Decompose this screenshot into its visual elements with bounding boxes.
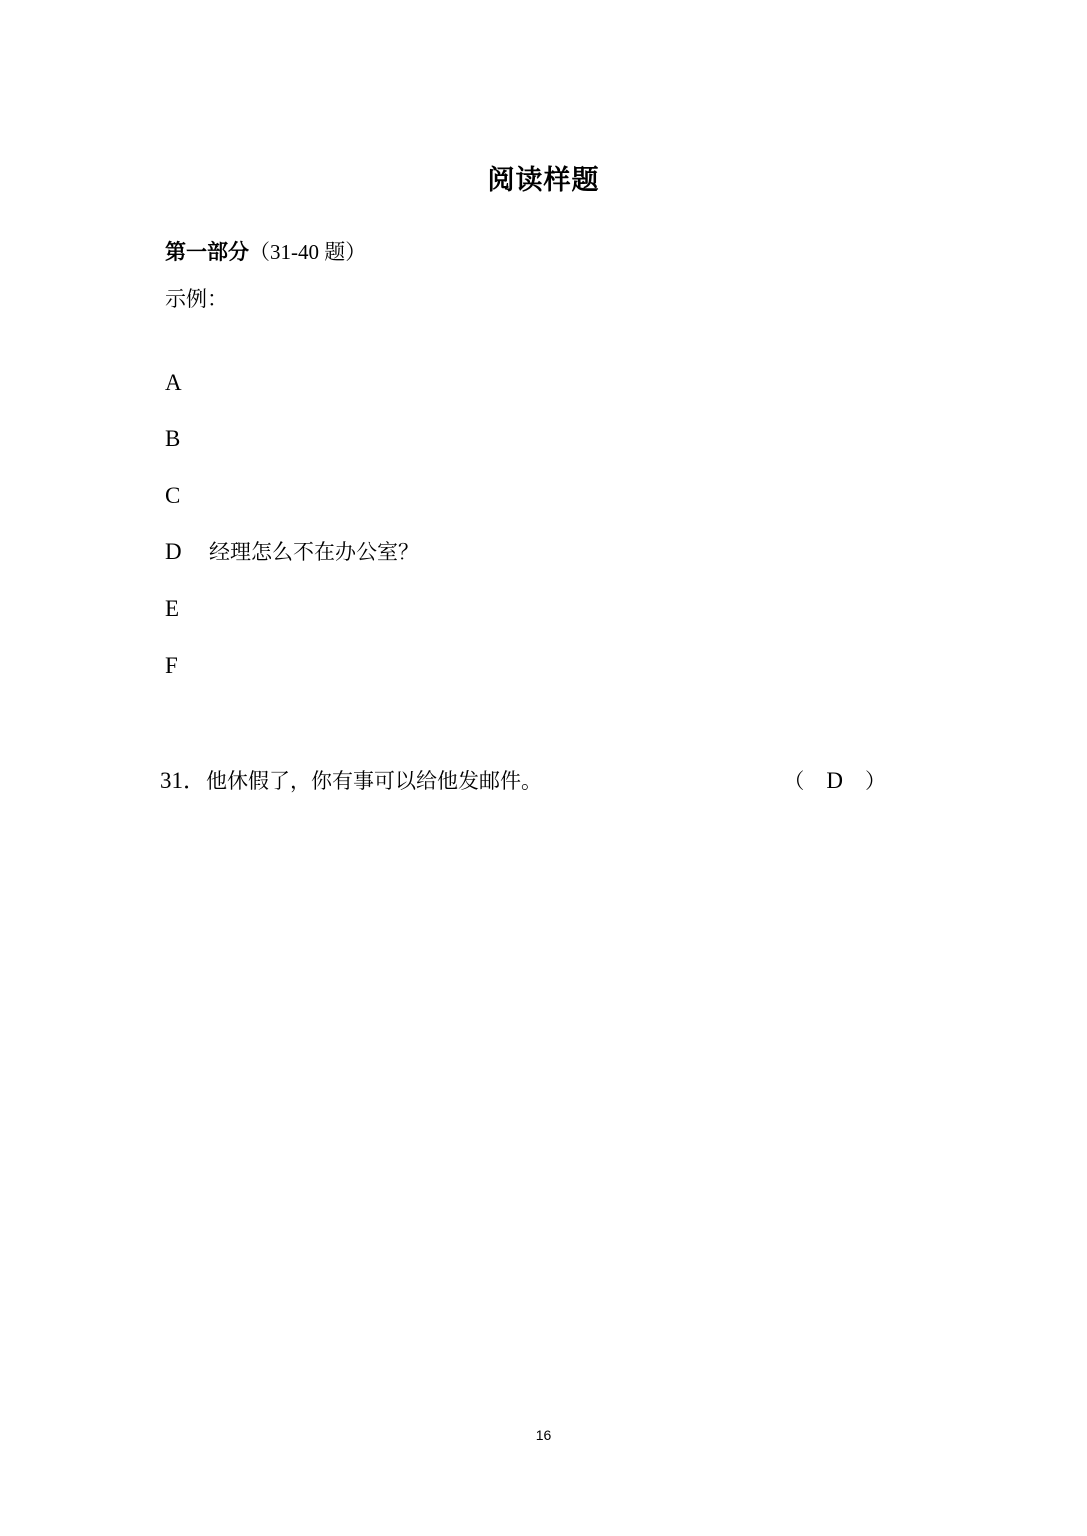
section-heading-label: 第一部分 [165,240,249,264]
question-31 [160,765,900,797]
option-c [165,481,209,511]
answer-letter: D [826,768,843,793]
example-label: 示例： [165,287,228,311]
option-b [165,424,209,454]
page-title: 阅读样题 [487,165,600,195]
section-heading-range: （31-40 题） [249,240,367,264]
option-d [165,537,419,567]
option-letter: F [165,653,178,678]
page-number: 16 [535,1427,552,1443]
option-letter: D [165,539,182,564]
answer-box [783,765,886,797]
option-f [165,651,209,681]
option-text: 经理怎么不在办公室？ [209,540,419,564]
option-e [165,594,209,624]
question-text: 他休假了，你有事可以给他发邮件。 [206,769,542,793]
option-letter: A [165,370,182,395]
question-number: 31． [160,768,206,793]
option-letter: E [165,596,180,621]
answer-open-paren: （ [783,769,805,793]
option-letter: B [165,426,181,451]
option-letter: C [165,483,181,508]
answer-close-paren: ） [865,769,886,793]
option-a [165,368,209,398]
section-heading [165,236,366,266]
